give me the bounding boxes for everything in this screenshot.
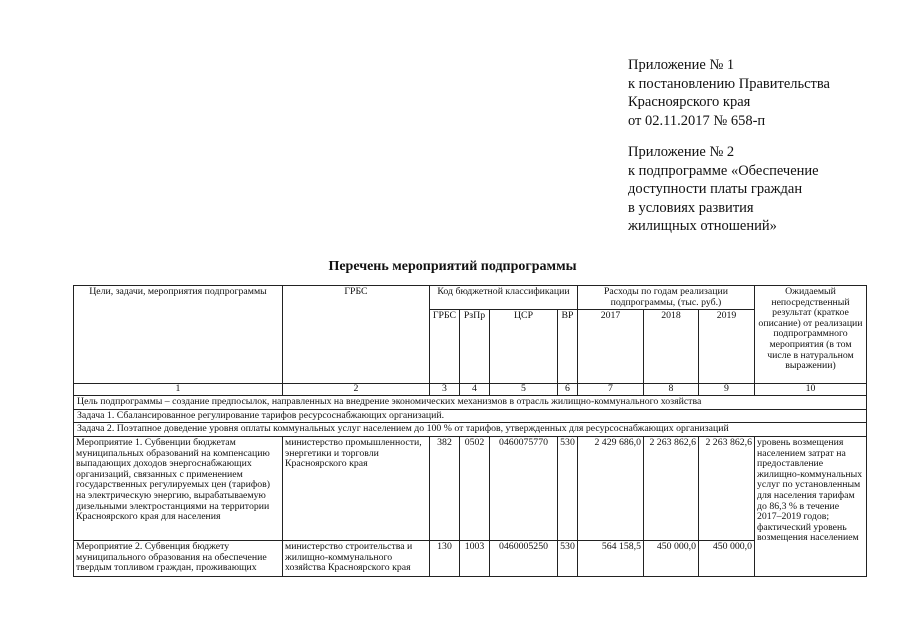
task-1-row: Задача 1. Сбалансированное регулирование тарифов ресурсоснабжающих организаций. (74, 409, 867, 423)
col-number: 8 (644, 384, 699, 396)
measure-name: Мероприятие 1. Субвенции бюджетам муниципальных образований на компенсацию выпадающих доходов энергоснабжающих организаций, связанных с применением государственных регулируемых цен (тарифов) на электрическую энергию, вырабатываемую дизельными электростанциями на территории Красноярского края для населения (74, 436, 283, 540)
appendix-2-line: доступности платы граждан (628, 181, 803, 197)
measure-vr: 530 (558, 436, 578, 540)
appendix-2-line: в условиях развития (628, 199, 754, 216)
subheader-2017: 2017 (578, 310, 644, 384)
measure-2018: 450 000,0 (644, 540, 699, 576)
goal-row: Цель подпрограммы – создание предпосылок, направленных на внедрение экономических механизмов в отрасль жилищно-коммунального хозяйства (74, 396, 867, 410)
appendix-2-block (628, 143, 819, 236)
measure-2019: 2 263 862,6 (699, 436, 755, 540)
appendix-1-line: от 02.11.2017 № 658-п (628, 112, 766, 129)
appendix-1-line: Красноярского края (628, 94, 751, 110)
header-result: Ожидаемый непосредственный результат (краткое описание) от реализации подпрограммного мероприятия (в том числе в натуральном выражении) (755, 286, 867, 384)
header-goals: Цели, задачи, мероприятия подпрограммы (74, 286, 283, 384)
col-number: 2 (283, 384, 430, 396)
appendix-1-block (628, 56, 830, 130)
appendix-2-line: Приложение № 2 (628, 144, 735, 160)
col-number: 4 (460, 384, 490, 396)
subheader-grbs: ГРБС (430, 310, 460, 384)
table-row (74, 436, 867, 540)
header-grbs: ГРБС (283, 286, 430, 384)
measure-rzpr: 1003 (460, 540, 490, 576)
col-number: 3 (430, 384, 460, 396)
measure-name: Мероприятие 2. Субвенция бюджету муниципального образования на обеспечение твердым топливом граждан, проживающих (74, 540, 283, 576)
subheader-rzpr: РзПр (460, 310, 490, 384)
measure-grbs-code: 130 (430, 540, 460, 576)
measures-table (73, 285, 867, 577)
appendix-2-line: жилищных отношений» (628, 218, 777, 234)
appendix-1-line: к постановлению Правительства (628, 75, 830, 92)
subheader-csr: ЦСР (490, 310, 558, 384)
col-number: 9 (699, 384, 755, 396)
measure-2017: 564 158,5 (578, 540, 644, 576)
table-row (74, 540, 867, 576)
header-expenses: Расходы по годам реализации подпрограммы, (тыс. руб.) (578, 286, 755, 310)
measure-2018: 2 263 862,6 (644, 436, 699, 540)
expected-result: уровень возмещения населением затрат на предоставление жилищно-коммунальных услуг по установленным для населения тарифам до 86,3 % в течение 2017–2019 годов; фактический уровень возмещения населением (755, 436, 867, 576)
measure-grbs-code: 382 (430, 436, 460, 540)
measure-grbs-name: министерство промышленности, энергетики и торговли Красноярского края (283, 436, 430, 540)
task-2-row: Задача 2. Поэтапное доведение уровня оплаты коммунальных услуг населением до 100 % от тарифов, утвержденных для ресурсоснабжающих организаций (74, 423, 867, 437)
subheader-vr: ВР (558, 310, 578, 384)
measure-grbs-name: министерство строительства и жилищно-коммунального хозяйства Красноярского края (283, 540, 430, 576)
measure-csr: 0460075770 (490, 436, 558, 540)
subheader-2019: 2019 (699, 310, 755, 384)
header-budget-code: Код бюджетной классификации (430, 286, 578, 310)
col-number: 6 (558, 384, 578, 396)
measure-2017: 2 429 686,0 (578, 436, 644, 540)
col-number: 5 (490, 384, 558, 396)
measure-vr: 530 (558, 540, 578, 576)
appendix-1-line: Приложение № 1 (628, 57, 735, 73)
measure-2019: 450 000,0 (699, 540, 755, 576)
col-number: 1 (74, 384, 283, 396)
col-number: 10 (755, 384, 867, 396)
col-number: 7 (578, 384, 644, 396)
appendix-2-line: к подпрограмме «Обеспечение (628, 162, 819, 179)
measure-csr: 0460005250 (490, 540, 558, 576)
document-title: Перечень мероприятий подпрограммы (328, 259, 577, 274)
measure-rzpr: 0502 (460, 436, 490, 540)
subheader-2018: 2018 (644, 310, 699, 384)
